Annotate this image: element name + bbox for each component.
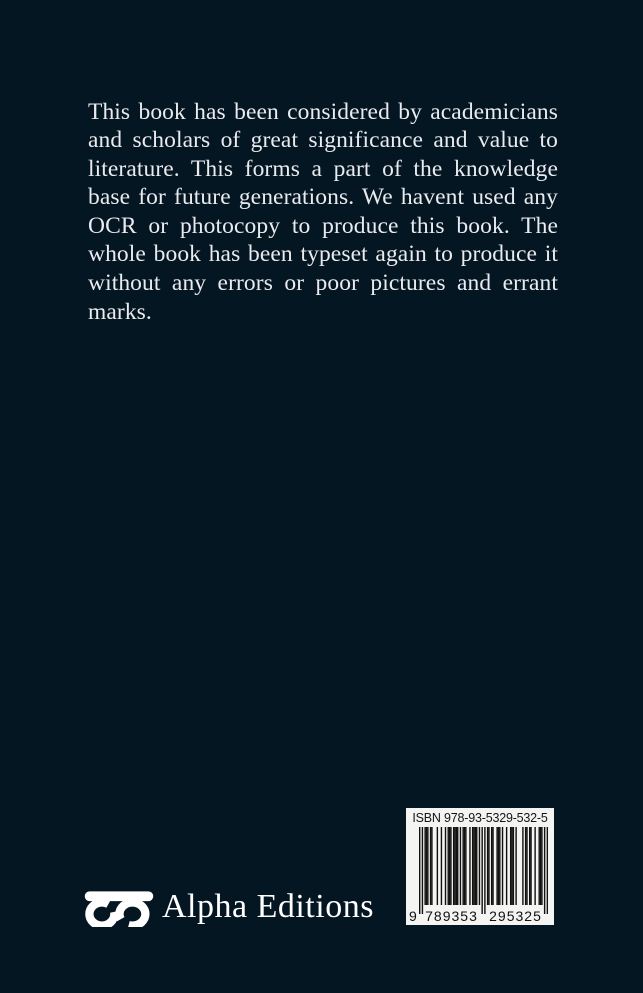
barcode-bars-graphic [419,827,548,914]
barcode-digit-first: 9 [409,908,417,924]
isbn-number-label: ISBN 978-93-5329-532-5 [412,811,548,825]
publisher-name: Alpha Editions [162,888,374,925]
book-description-text: This book has been considered by academicians and scholars of great significance and value to literature. This forms a part of the knowledge base for future generations. We havent used any OCR or photocopy to produce this book. The whole book has been typeset again to produce it without any errors or poor pictures and errant marks. [88,98,558,325]
isbn-barcode [406,808,554,925]
barcode-digits-row [406,908,554,924]
publisher-block [84,888,374,927]
barcode-digit-group-left: 789353 [425,908,478,924]
alpha-editions-ae-logo-icon [84,890,154,927]
barcode-digit-group-right: 295325 [489,908,542,924]
